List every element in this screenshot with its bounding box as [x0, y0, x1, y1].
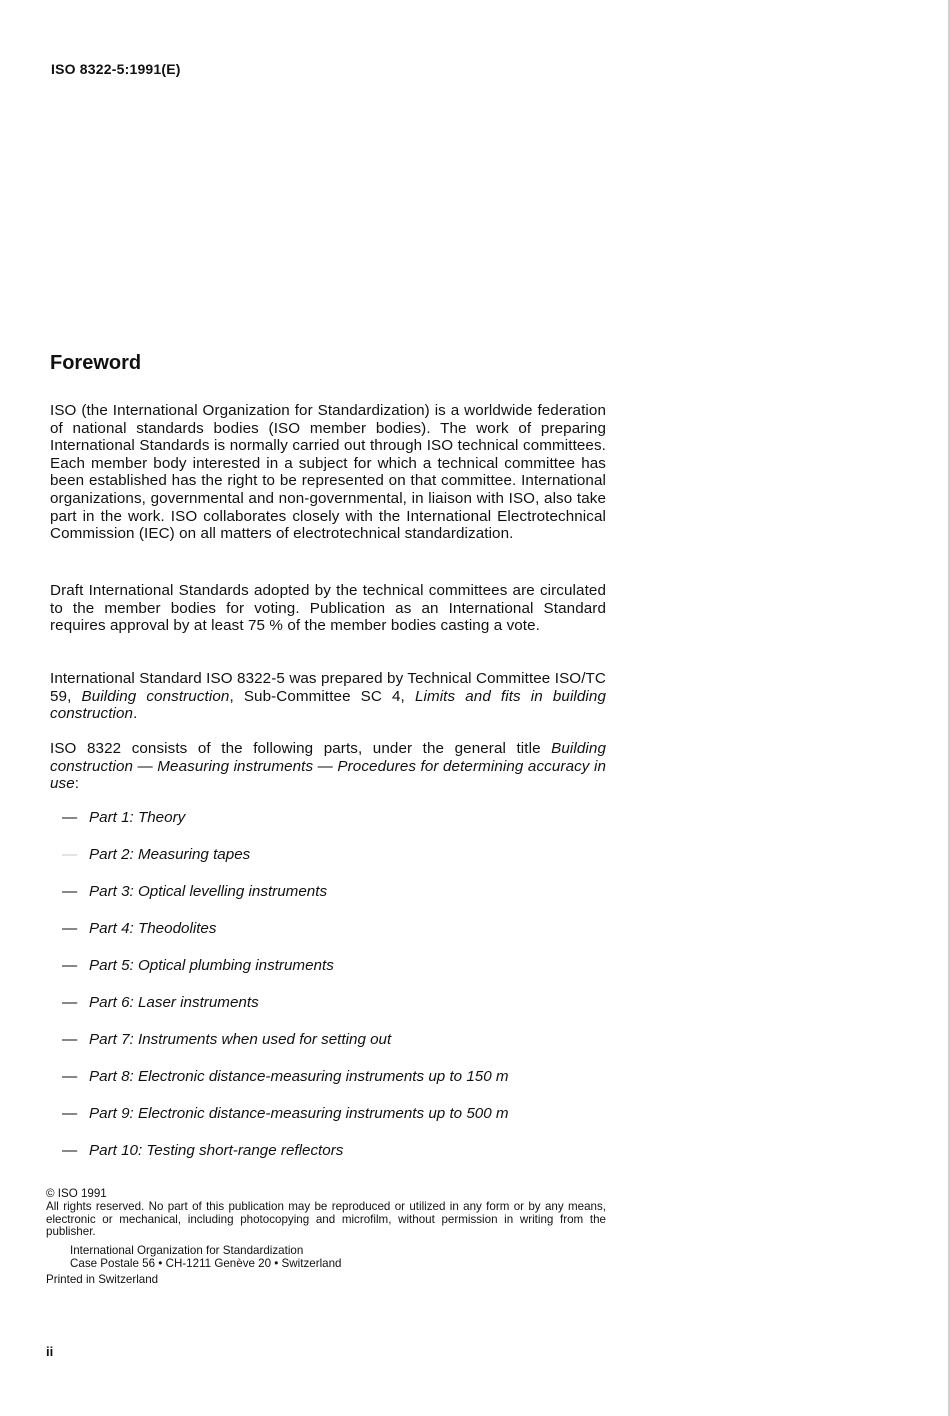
- list-item: [62, 882, 509, 919]
- foreword-paragraph-3: [50, 670, 606, 723]
- foreword-paragraph-2: Draft International Standards adopted by the technical committees are circulated to the member bodies for voting. Publication as an International Standard requires approval by at least 75 % of the member bodies casting a vote.: [50, 582, 606, 635]
- committee-name: Building construction: [81, 687, 230, 705]
- p3-middle: , Sub-Committee SC 4,: [229, 687, 415, 705]
- part-title: Part 3: Optical levelling instruments: [89, 883, 328, 900]
- list-item: [62, 1141, 509, 1178]
- p3-suffix: .: [133, 705, 138, 723]
- list-dash: —: [62, 1068, 78, 1085]
- list-dash: —: [62, 1105, 78, 1122]
- parts-list: [62, 808, 509, 1178]
- publisher-name: International Organization for Standardization: [70, 1244, 304, 1258]
- list-item: [62, 993, 509, 1030]
- p4-suffix: :: [74, 775, 80, 793]
- part-title: Part 9: Electronic distance-measuring instruments up to 500 m: [89, 1105, 509, 1122]
- part-title: Part 4: Theodolites: [89, 920, 217, 937]
- list-item: [62, 1104, 509, 1141]
- list-dash: —: [62, 1142, 78, 1159]
- copyright-block: [46, 1188, 606, 1287]
- list-item: [62, 919, 509, 956]
- list-item: [62, 1067, 509, 1104]
- general-title: Building construction — Measuring instruments — Procedures for determining accuracy in use: [50, 740, 606, 793]
- list-item: [62, 808, 509, 845]
- list-dash: —: [62, 957, 78, 974]
- p3-prefix: International Standard ISO 8322-5 was prepared by Technical Committee ISO/TC 59,: [50, 670, 606, 705]
- part-title: Part 7: Instruments when used for setting out: [89, 1031, 392, 1048]
- rights-statement: All rights reserved. No part of this publication may be reproduced or utilized in any form or by any means, electronic or mechanical, including photocopying and microfilm, without permission in writing from the publisher.: [46, 1199, 606, 1239]
- part-title: Part 10: Testing short-range reflectors: [89, 1142, 344, 1159]
- page-number: ii: [46, 1344, 54, 1359]
- list-dash: —: [62, 846, 78, 863]
- publisher-address: Case Postale 56 • CH-1211 Genève 20 • Switzerland: [70, 1256, 342, 1270]
- foreword-paragraph-1: ISO (the International Organization for Standardization) is a worldwide federation of national standards bodies (ISO member bodies). The work of preparing International Standards is normally carried out through ISO technical committees. Each member body interested in a subject for which a technical committee has been established has the right to be represented on that committee. International organizations, governmental and non-governmental, in liaison with ISO, also take part in the work. ISO collaborates closely with the International Electrotechnical Commission (IEC) on all matters of electrotechnical standardization.: [50, 402, 606, 543]
- part-title: Part 8: Electronic distance-measuring instruments up to 150 m: [89, 1068, 509, 1085]
- list-item: [62, 845, 509, 882]
- list-dash: —: [62, 1031, 78, 1048]
- part-title: Part 5: Optical plumbing instruments: [89, 957, 334, 974]
- part-title: Part 2: Measuring tapes: [89, 846, 251, 863]
- p4-prefix: ISO 8322 consists of the following parts, under the general title: [50, 740, 552, 757]
- printed-in: Printed in Switzerland: [46, 1272, 159, 1286]
- part-title: Part 1: Theory: [89, 809, 186, 826]
- list-item: [62, 1030, 509, 1067]
- foreword-heading: Foreword: [50, 352, 142, 374]
- list-dash: —: [62, 994, 78, 1011]
- list-dash: —: [62, 920, 78, 937]
- document-id: ISO 8322-5:1991(E): [51, 61, 181, 77]
- copyright-notice: © ISO 1991: [46, 1187, 107, 1200]
- list-dash: —: [62, 809, 78, 826]
- foreword-paragraph-4: [50, 740, 606, 793]
- list-dash: —: [62, 883, 78, 900]
- list-item: [62, 956, 509, 993]
- subcommittee-name: Limits and fits in building construction: [50, 687, 607, 723]
- part-title: Part 6: Laser instruments: [89, 994, 259, 1011]
